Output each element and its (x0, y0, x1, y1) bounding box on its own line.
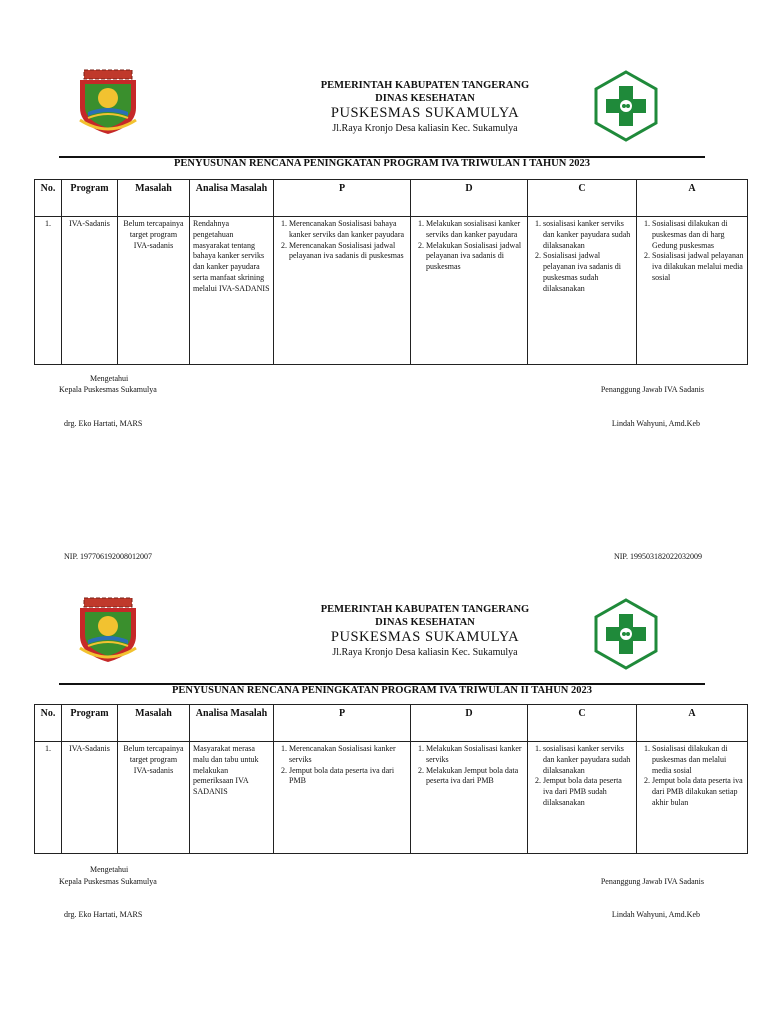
pic-name: Lindah Wahyuni, Amd.Keb (611, 910, 700, 919)
report-section-2 (0, 528, 768, 1024)
document-title: PENYUSUNAN RENCANA PENINGKATAN PROGRAM IVA TRIWULAN II TAHUN 2023 (171, 685, 593, 696)
column-header: No. (35, 705, 62, 742)
head-name: drg. Eko Hartati, MARS (64, 910, 143, 919)
do-cell (411, 742, 528, 854)
row-number: 1. (35, 742, 62, 854)
list-item: 2. Sosialisasi jadwal pelayanan iva dilakukan melalui media sosial (652, 251, 744, 283)
column-header: Masalah (118, 180, 190, 217)
act-cell (637, 217, 748, 365)
check-cell (528, 217, 637, 365)
row-number: 1. (35, 217, 62, 365)
letterhead-government: PEMERINTAH KABUPATEN TANGERANG (320, 604, 530, 615)
column-header: A (637, 705, 748, 742)
do-cell (411, 217, 528, 365)
list-item: 2. Merencanakan Sosialisasi jadwal pelayanan iva sadanis di puskesmas (289, 241, 407, 263)
column-header: P (274, 180, 411, 217)
problem-cell: Belum tercapainya target program IVA-sadanis (118, 742, 190, 854)
program-cell: IVA-Sadanis (62, 742, 118, 854)
pic-nip: NIP. 199503182022032009 (613, 552, 702, 561)
head-title: Kepala Puskesmas Sukamulya (59, 385, 157, 394)
head-title: Kepala Puskesmas Sukamulya (59, 877, 157, 886)
list-item: 2. Melakukan Sosialisasi jadwal pelayanan iva sadanis di puskesmas (426, 241, 524, 273)
column-header: A (637, 180, 748, 217)
pdca-table (34, 179, 748, 365)
letterhead (250, 604, 600, 659)
list-item: 2. Melakukan Jemput bola data peserta iva dari PMB (426, 766, 524, 788)
letterhead (250, 80, 600, 135)
list-item: 1. Melakukan Sosialisasi kanker serviks (426, 744, 524, 766)
table-header-row (35, 180, 748, 217)
analysis-cell: Rendahnya pengetahuan masyarakat tentang bahaya kanker serviks dan kanker payudara serta manfaat skrining melalui IVA-SADANIS (190, 217, 274, 365)
list-item: 2. Jemput bola data peserta iva dari PMB (289, 766, 407, 788)
list-item: 1. Merencanakan Sosialisasi bahaya kanker serviks dan kanker payudara (289, 219, 407, 241)
column-header: Program (62, 180, 118, 217)
column-header: C (528, 705, 637, 742)
table-row (35, 742, 748, 854)
pic-name: Lindah Wahyuni, Amd.Keb (611, 419, 700, 428)
column-header: Masalah (118, 705, 190, 742)
list-item: 1. Sosialisasi dilakukan di puskesmas dan di harg Gedung puskesmas (652, 219, 744, 251)
head-nip: NIP. 197706192008012007 (64, 552, 153, 561)
list-item: 1. Melakukan sosialisasi kanker serviks dan kanker payudara (426, 219, 524, 241)
tangerang-regency-emblem-icon (74, 596, 142, 664)
letterhead-department: DINAS KESEHATAN (375, 616, 475, 628)
pdca-table (34, 704, 748, 854)
list-item: 2. Sosialisasi jadwal pelayanan iva sadanis di puskesmas sudah dilaksanakan (543, 251, 633, 294)
head-name: drg. Eko Hartati, MARS (64, 419, 143, 428)
list-item: 1. sosialisasi kanker serviks dan kanker payudara sudah dilaksanakan (543, 219, 633, 251)
tangerang-regency-emblem-icon (74, 68, 142, 136)
known-by-label: Mengetahui (90, 865, 129, 874)
letterhead-department: DINAS KESEHATAN (375, 92, 475, 104)
list-item: 1. sosialisasi kanker serviks dan kanker payudara sudah dilaksanakan (543, 744, 633, 776)
pic-title: Penanggung Jawab IVA Sadanis (600, 877, 704, 886)
column-header: D (411, 180, 528, 217)
column-header: Analisa Masalah (190, 705, 274, 742)
table-row (35, 217, 748, 365)
plan-cell (274, 217, 411, 365)
column-header: C (528, 180, 637, 217)
act-cell (637, 742, 748, 854)
program-cell: IVA-Sadanis (62, 217, 118, 365)
letterhead-puskesmas: PUSKESMAS SUKAMULYA (330, 105, 520, 122)
list-item: 1. Sosialisasi dilakukan di puskesmas dan melalui media sosial (652, 744, 744, 776)
check-cell (528, 742, 637, 854)
list-item: 2. Jemput bola data peserta iva dari PMB dilakukan setiap akhir bulan (652, 776, 744, 808)
puskesmas-logo-icon (594, 70, 658, 142)
table-header-row (35, 705, 748, 742)
column-header: No. (35, 180, 62, 217)
puskesmas-logo-icon (594, 598, 658, 670)
list-item: 1. Merencanakan Sosialisasi kanker serviks (289, 744, 407, 766)
letterhead-government: PEMERINTAH KABUPATEN TANGERANG (320, 80, 530, 91)
letterhead-puskesmas: PUSKESMAS SUKAMULYA (330, 629, 520, 646)
known-by-label: Mengetahui (90, 374, 129, 383)
column-header: D (411, 705, 528, 742)
column-header: Program (62, 705, 118, 742)
pic-title: Penanggung Jawab IVA Sadanis (600, 385, 704, 394)
analysis-cell: Masyarakat merasa malu dan tabu untuk melakukan pemeriksaan IVA SADANIS (190, 742, 274, 854)
plan-cell (274, 742, 411, 854)
problem-cell: Belum tercapainya target program IVA-sadanis (118, 217, 190, 365)
column-header: P (274, 705, 411, 742)
letterhead-address: Jl.Raya Kronjo Desa kaliasin Kec. Sukamulya (332, 646, 518, 658)
list-item: 2. Jemput bola data peserta iva dari PMB sudah dilaksanakan (543, 776, 633, 808)
document-title: PENYUSUNAN RENCANA PENINGKATAN PROGRAM IVA TRIWULAN I TAHUN 2023 (174, 158, 590, 169)
letterhead-address: Jl.Raya Kronjo Desa kaliasin Kec. Sukamulya (332, 122, 518, 134)
column-header: Analisa Masalah (190, 180, 274, 217)
